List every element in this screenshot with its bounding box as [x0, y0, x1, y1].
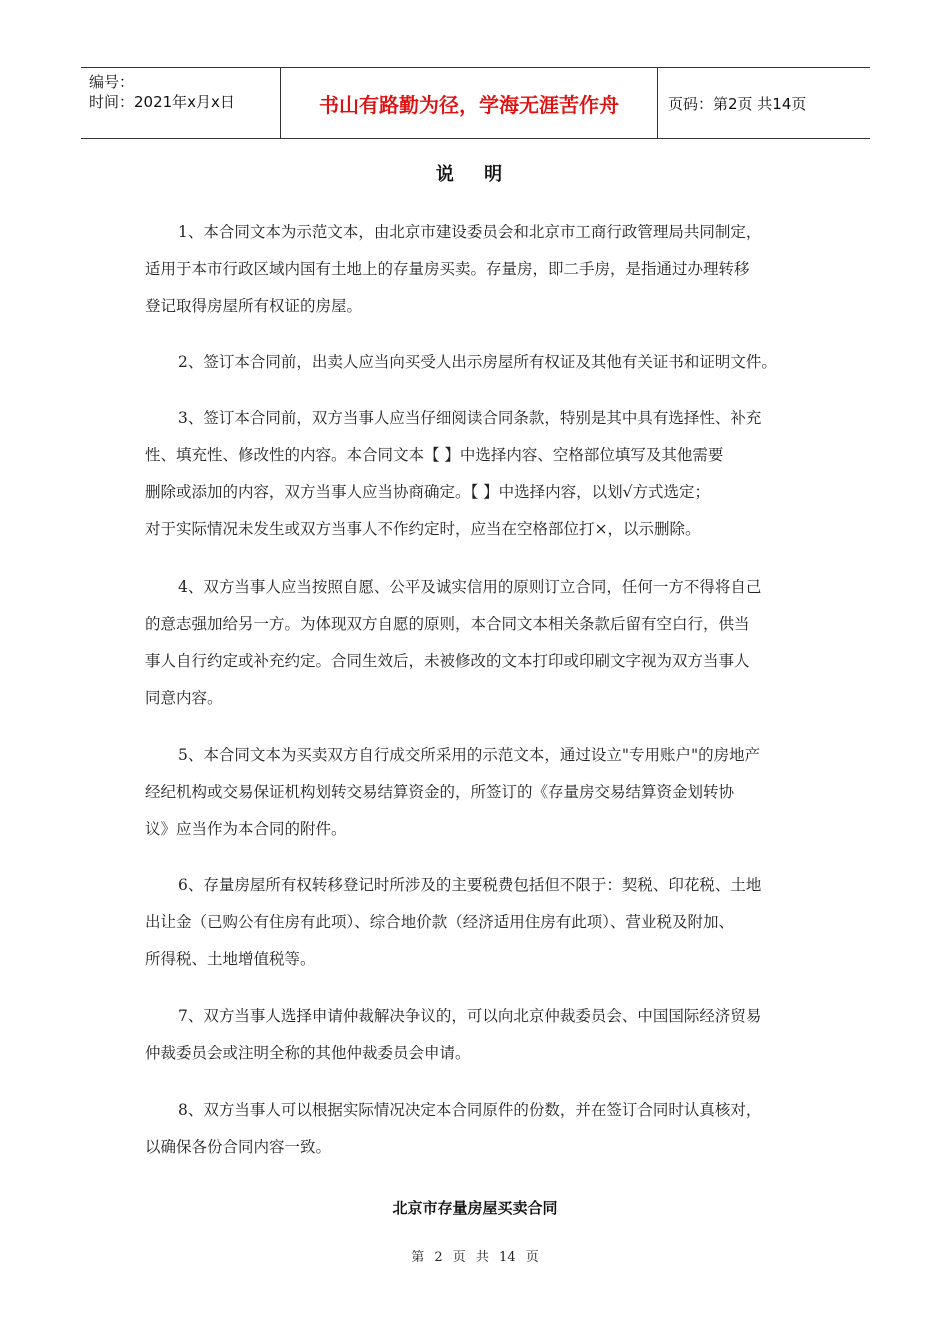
paragraph-line: 的意志强加给另一方。为体现双方自愿的原则，本合同文本相关条款后留有空白行，供当: [145, 615, 750, 633]
paragraph-line: 所得税、土地增值税等。: [145, 950, 316, 968]
header-page-info: 页码：第2页 共14页: [668, 94, 807, 113]
paragraph-line: 2、签订本合同前，出卖人应当向买受人出示房屋所有权证及其他有关证书和证明文件。: [178, 353, 777, 371]
paragraph-line: 以确保各份合同内容一致。: [145, 1138, 332, 1156]
page-title: 说 明: [435, 164, 515, 185]
paragraph-1: [145, 214, 825, 325]
paragraph-line: 经纪机构或交易保证机构划转交易结算资金的，所签订的《存量房交易结算资金划转协: [145, 783, 735, 801]
paragraph-2: [145, 344, 825, 381]
paragraph-line: 适用于本市行政区域内国有土地上的存量房买卖。存量房，即二手房，是指通过办理转移: [145, 260, 750, 278]
paragraph-8: [145, 1092, 825, 1166]
paragraph-line: 删除或添加的内容，双方当事人应当协商确定。【 】中选择内容，以划√方式选定；: [145, 483, 711, 501]
paragraph-line: 7、双方当事人选择申请仲裁解决争议的，可以向北京仲裁委员会、中国国际经济贸易: [178, 1007, 762, 1025]
paragraph-line: 事人自行约定或补充约定。合同生效后，未被修改的文本打印或印刷文字视为双方当事人: [145, 652, 750, 670]
paragraph-line: 出让金（已购公有住房有此项）、综合地价款（经济适用住房有此项）、营业税及附加、: [145, 913, 735, 931]
paragraph-line: 3、签订本合同前，双方当事人应当仔细阅读合同条款，特别是其中具有选择性、补充: [178, 409, 762, 427]
paragraph-line: 同意内容。: [145, 689, 223, 707]
paragraph-line: 性、填充性、修改性的内容。本合同文本【 】中选择内容、空格部位填写及其他需要: [145, 446, 724, 464]
header-meta: [81, 68, 281, 138]
number-label: 编号：: [89, 73, 135, 91]
paragraph-line: 8、双方当事人可以根据实际情况决定本合同原件的份数，并在签订合同时认真核对，: [178, 1101, 762, 1119]
time-label: 时间：2021年x月x日: [89, 93, 235, 111]
paragraph-line: 4、双方当事人应当按照自愿、公平及诚实信用的原则订立合同，任何一方不得将自己: [178, 578, 762, 596]
paragraph-6: [145, 867, 825, 978]
header-slogan: 书山有路勤为径，学海无涯苦作舟: [281, 68, 658, 138]
paragraph-line: 登记取得房屋所有权证的房屋。: [145, 297, 363, 315]
paragraph-line: 议》应当作为本合同的附件。: [145, 820, 347, 838]
paragraph-5: [145, 737, 825, 848]
page-footer: 第 2 页 共 14 页: [411, 1250, 539, 1265]
paragraph-7: [145, 998, 825, 1072]
paragraph-line: 仲裁委员会或注明全称的其他仲裁委员会申请。: [145, 1044, 471, 1062]
paragraph-line: 1、本合同文本为示范文本，由北京市建设委员会和北京市工商行政管理局共同制定，: [178, 223, 762, 241]
paragraph-line: 对于实际情况未发生或双方当事人不作约定时，应当在空格部位打×，以示删除。: [145, 520, 701, 538]
contract-title: 北京市存量房屋买卖合同: [392, 1199, 558, 1217]
page-header: [81, 67, 870, 139]
paragraph-line: 5、本合同文本为买卖双方自行成交所采用的示范文本，通过设立"专用账户"的房地产: [178, 746, 761, 764]
paragraph-3: [145, 400, 825, 548]
paragraph-4: [145, 569, 825, 717]
paragraph-line: 6、存量房屋所有权转移登记时所涉及的主要税费包括但不限于：契税、印花税、土地: [178, 876, 762, 894]
